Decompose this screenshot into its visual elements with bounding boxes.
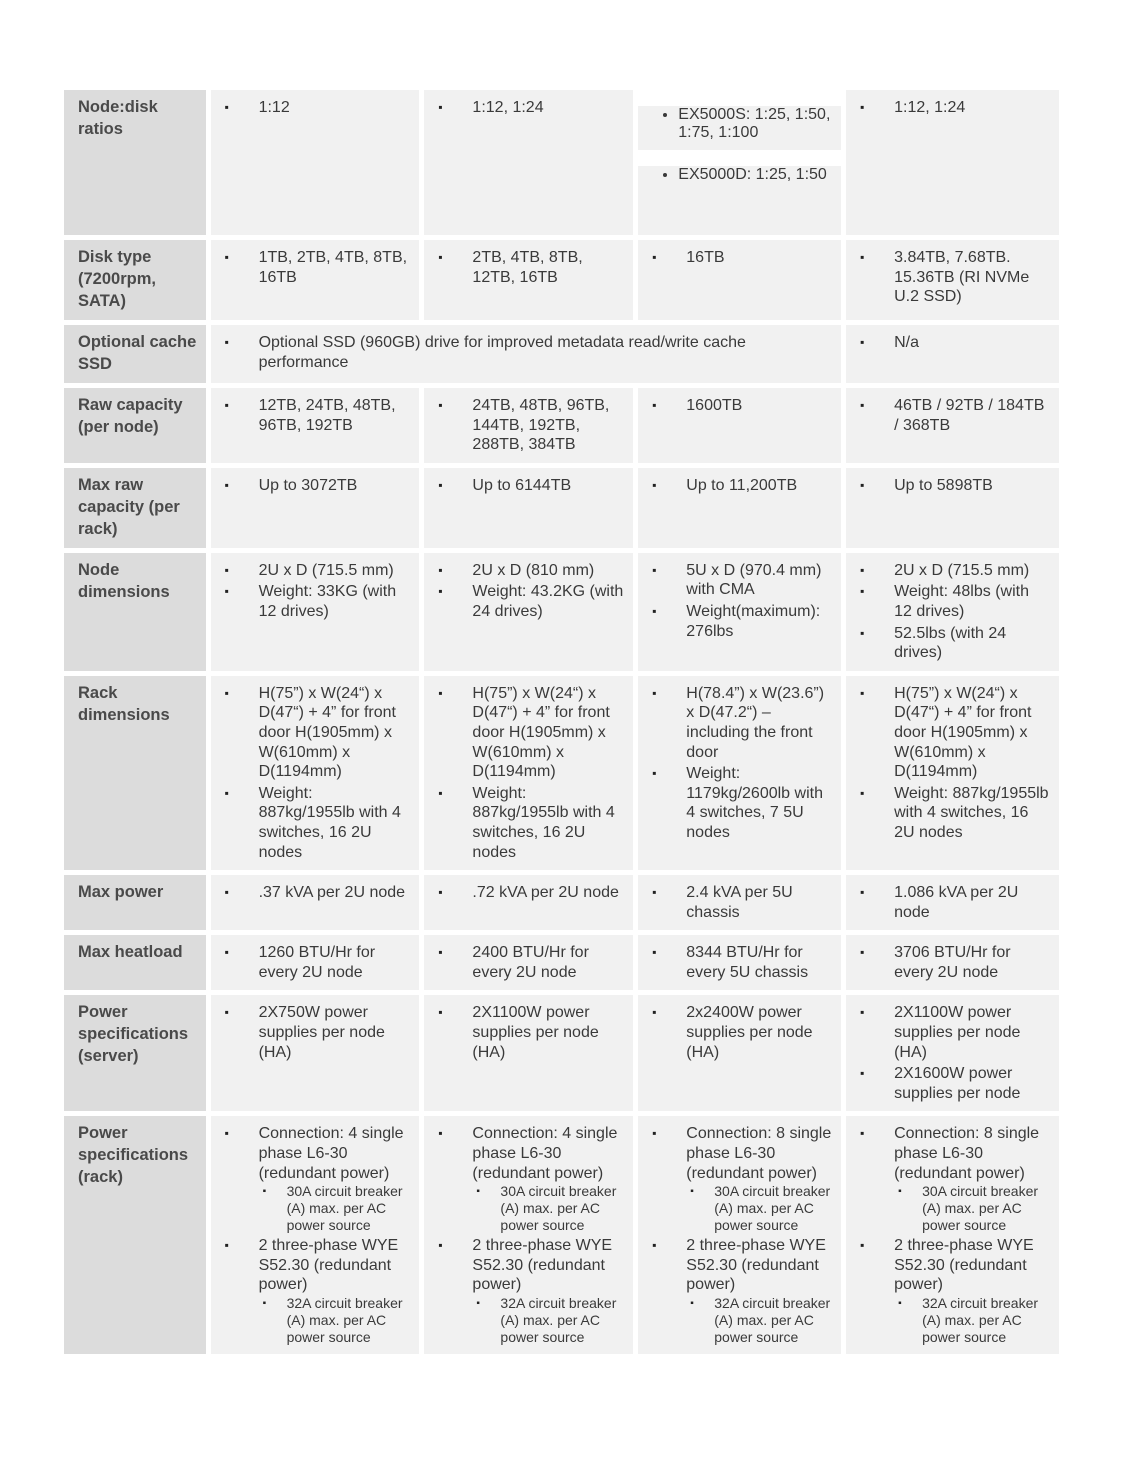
row-header — [64, 676, 206, 870]
bullet-item: ▪ Optional SSD (960GB) drive for improved metadata read/write cache performance — [211, 333, 834, 372]
spec-cell — [211, 875, 420, 930]
spec-cell — [424, 676, 633, 870]
spec-list — [424, 1116, 633, 1354]
bullet-text: 2 three-phase WYE S52.30 (redundant power) — [894, 1237, 1034, 1294]
spec-list — [424, 240, 633, 295]
bullet-item: • EX5000D: 1:25, 1:50 — [678, 166, 841, 184]
spec-list — [638, 468, 841, 504]
row-label: Rack dimensions — [78, 683, 170, 724]
spec-cell — [846, 388, 1059, 463]
bullet-item: ▪ Up to 3072TB — [211, 476, 412, 496]
row-header — [64, 388, 206, 463]
bullet-item: ▪ H(75”) x W(24“) x D(47“) + 4” for front door H(1905mm) x W(610mm) x D(1194mm) — [846, 684, 1051, 782]
split-part — [638, 166, 841, 235]
sub-bullet-item: ▪ 32A circuit breaker (A) max. per AC power source — [472, 1295, 625, 1346]
bullet-text: 2 three-phase WYE S52.30 (redundant power) — [472, 1237, 613, 1294]
row-header — [64, 325, 206, 383]
row-label: Max raw capacity (per rack) — [78, 475, 180, 538]
bullet-item — [211, 1236, 412, 1346]
bullet-item: ▪ 3.84TB, 7.68TB. 15.36TB (RI NVMe U.2 SSD) — [846, 248, 1051, 307]
spec-list — [211, 325, 842, 380]
bullet-text: Connection: 8 single phase L6-30 (redundant power) — [894, 1125, 1040, 1182]
spec-list — [211, 875, 420, 911]
sub-list — [259, 1295, 412, 1346]
split-part — [638, 106, 841, 150]
bullet-item: ▪ 1TB, 2TB, 4TB, 8TB, 16TB — [211, 248, 412, 287]
table-row — [64, 935, 1059, 990]
bullet-item: ▪ 2X750W power supplies per node (HA) — [211, 1003, 412, 1062]
bullet-text: Connection: 4 single phase L6-30 (redundant power) — [258, 1125, 404, 1182]
spec-list — [846, 1116, 1059, 1354]
spec-list — [211, 468, 420, 504]
row-label: Raw capacity (per node) — [78, 396, 183, 436]
spec-cell — [846, 935, 1059, 990]
bullet-item: ▪ Weight: 48lbs (with 12 drives) — [846, 582, 1051, 621]
table-row — [64, 240, 1059, 320]
spec-cell — [638, 995, 841, 1111]
spec-cell — [846, 468, 1059, 548]
spec-list — [638, 1116, 841, 1354]
row-label: Power specifications (rack) — [78, 1124, 189, 1187]
bullet-item: ▪ 2.4 kVA per 5U chassis — [638, 883, 833, 922]
spec-list — [638, 388, 841, 424]
sub-list — [894, 1183, 1051, 1234]
bullet-item: ▪ 3706 BTU/Hr for every 2U node — [846, 943, 1051, 982]
sub-bullet-item: ▪ 30A circuit breaker (A) max. per AC power source — [472, 1183, 625, 1234]
spec-table-body — [64, 90, 1059, 1354]
table-row — [64, 995, 1059, 1111]
spec-list — [211, 935, 420, 990]
bullet-item: ▪ 1.086 kVA per 2U node — [846, 883, 1051, 922]
bullet-item: ▪ 2X1100W power supplies per node (HA) — [424, 1003, 625, 1062]
bullet-item — [424, 1124, 625, 1234]
spec-cell — [424, 875, 633, 930]
spec-list — [638, 553, 841, 649]
spec-cell — [211, 468, 420, 548]
spec-cell — [424, 90, 633, 235]
bullet-item: ▪ 46TB / 92TB / 184TB / 368TB — [846, 396, 1051, 435]
bullet-item: ▪ N/a — [846, 333, 1051, 353]
bullet-item: ▪ 24TB, 48TB, 96TB, 144TB, 192TB, 288TB, 384TB — [424, 396, 625, 455]
bullet-text: 2 three-phase WYE S52.30 (redundant power) — [686, 1237, 826, 1294]
row-label: Power specifications (server) — [78, 1003, 189, 1066]
spec-cell — [846, 90, 1059, 235]
bullet-item: ▪ 1600TB — [638, 396, 833, 416]
spec-cell — [846, 676, 1059, 870]
spec-list — [846, 388, 1059, 443]
bullet-item: ▪ Weight: 887kg/1955lb with 4 switches, 16 2U nodes — [424, 784, 625, 862]
sub-list — [472, 1295, 625, 1346]
bullet-item: ▪ 2X1600W power supplies per node — [846, 1064, 1051, 1103]
bullet-item — [424, 1236, 625, 1346]
spec-list — [638, 676, 841, 851]
sub-list — [894, 1295, 1051, 1346]
bullet-item: ▪ Up to 6144TB — [424, 476, 625, 496]
bullet-item: ▪ 2X1100W power supplies per node (HA) — [846, 1003, 1051, 1062]
spec-cell — [846, 1116, 1059, 1354]
spec-cell — [424, 240, 633, 320]
spec-list — [846, 553, 1059, 671]
bullet-text: Connection: 4 single phase L6-30 (redundant power) — [472, 1125, 618, 1182]
spec-cell — [638, 388, 841, 463]
spec-list — [638, 935, 841, 990]
spec-list — [211, 90, 420, 126]
spec-cell — [424, 1116, 633, 1354]
sub-bullet-item: ▪ 32A circuit breaker (A) max. per AC power source — [686, 1295, 833, 1346]
sub-list — [686, 1295, 833, 1346]
spec-list — [211, 553, 420, 630]
spec-cell — [424, 935, 633, 990]
spec-cell — [846, 553, 1059, 671]
spec-list — [424, 553, 633, 630]
table-row — [64, 875, 1059, 930]
spec-list — [846, 676, 1059, 851]
bullet-item: ▪ 2TB, 4TB, 8TB, 12TB, 16TB — [424, 248, 625, 287]
bullet-item: ▪ 1:12, 1:24 — [424, 98, 625, 118]
spec-cell — [424, 468, 633, 548]
table-row — [64, 468, 1059, 548]
spec-cell — [638, 553, 841, 671]
bullet-item: ▪ Weight(maximum): 276lbs — [638, 602, 833, 641]
bullet-item: ▪ 1:12 — [211, 98, 412, 118]
spec-list — [211, 995, 420, 1070]
spec-cell — [211, 240, 420, 320]
bullet-item: ▪ Weight: 887kg/1955lb with 4 switches, 16 2U nodes — [211, 784, 412, 862]
row-label: Node:disk ratios — [78, 98, 158, 138]
row-header — [64, 935, 206, 990]
sub-list — [686, 1183, 833, 1234]
spec-list — [846, 90, 1059, 126]
spec-list — [846, 935, 1059, 990]
spec-list — [846, 995, 1059, 1111]
row-header — [64, 553, 206, 671]
spec-list — [638, 995, 841, 1070]
bullet-item: ▪ 1260 BTU/Hr for every 2U node — [211, 943, 412, 982]
table-row — [64, 676, 1059, 870]
bullet-item: ▪ 2400 BTU/Hr for every 2U node — [424, 943, 625, 982]
bullet-text: 2 three-phase WYE S52.30 (redundant power) — [258, 1237, 399, 1294]
spec-cell — [638, 468, 841, 548]
spec-list — [424, 676, 633, 870]
spec-cell — [211, 388, 420, 463]
sub-bullet-item: ▪ 32A circuit breaker (A) max. per AC power source — [259, 1295, 412, 1346]
spec-cell — [638, 935, 841, 990]
spec-list — [638, 166, 841, 192]
bullet-item: ▪ 2x2400W power supplies per node (HA) — [638, 1003, 833, 1062]
spec-cell-split — [638, 90, 841, 235]
bullet-item — [638, 1124, 833, 1234]
bullet-item: ▪ H(75”) x W(24“) x D(47“) + 4” for front door H(1905mm) x W(610mm) x D(1194mm) — [424, 684, 625, 782]
row-header — [64, 90, 206, 235]
spec-list — [424, 388, 633, 463]
bullet-item — [846, 1236, 1051, 1346]
bullet-item: ▪ 2U x D (715.5 mm) — [846, 561, 1051, 581]
sub-bullet-item: ▪ 32A circuit breaker (A) max. per AC power source — [894, 1295, 1051, 1346]
row-header — [64, 995, 206, 1111]
spec-cell — [846, 240, 1059, 320]
row-label: Optional cache SSD — [78, 333, 197, 373]
bullet-item: ▪ 52.5lbs (with 24 drives) — [846, 624, 1051, 663]
spec-cell — [211, 90, 420, 235]
spec-cell — [211, 935, 420, 990]
spec-list — [424, 995, 633, 1070]
spec-list — [846, 468, 1059, 504]
bullet-item: ▪ Weight: 1179kg/2600lb with 4 switches, 7 5U nodes — [638, 764, 833, 842]
spec-list — [211, 676, 420, 870]
spec-list — [424, 875, 633, 911]
spec-cell — [424, 553, 633, 671]
bullet-item: ▪ Weight: 43.2KG (with 24 drives) — [424, 582, 625, 621]
spec-table — [59, 85, 1064, 1359]
spec-list — [424, 90, 633, 126]
spec-list — [211, 388, 420, 443]
bullet-item: ▪ 1:12, 1:24 — [846, 98, 1051, 118]
bullet-item: ▪ H(75”) x W(24“) x D(47“) + 4” for front door H(1905mm) x W(610mm) x D(1194mm) — [211, 684, 412, 782]
bullet-item: ▪ Weight: 33KG (with 12 drives) — [211, 582, 412, 621]
spec-list — [846, 240, 1059, 315]
bullet-item: ▪ 5U x D (970.4 mm) with CMA — [638, 561, 833, 600]
table-row — [64, 325, 1059, 383]
spec-cell — [211, 1116, 420, 1354]
table-row — [64, 553, 1059, 671]
spec-list — [638, 240, 841, 276]
bullet-item: ▪ 16TB — [638, 248, 833, 268]
spec-list — [638, 106, 841, 150]
bullet-item: ▪ Up to 11,200TB — [638, 476, 833, 496]
spec-list — [846, 875, 1059, 930]
row-label: Disk type (7200rpm, SATA) — [78, 248, 156, 310]
spec-cell — [424, 388, 633, 463]
spec-cell — [211, 995, 420, 1111]
bullet-item — [211, 1124, 412, 1234]
sub-bullet-item: ▪ 30A circuit breaker (A) max. per AC power source — [894, 1183, 1051, 1234]
bullet-item: ▪ Weight: 887kg/1955lb with 4 switches, 16 2U nodes — [846, 784, 1051, 843]
sub-bullet-item: ▪ 30A circuit breaker (A) max. per AC power source — [259, 1183, 412, 1234]
bullet-item: ▪ Up to 5898TB — [846, 476, 1051, 496]
bullet-item: ▪ 2U x D (810 mm) — [424, 561, 625, 581]
bullet-item: ▪ 8344 BTU/Hr for every 5U chassis — [638, 943, 833, 982]
table-row — [64, 1116, 1059, 1354]
spec-list — [424, 468, 633, 504]
row-label: Node dimensions — [78, 560, 170, 601]
table-row — [64, 90, 1059, 235]
sub-list — [259, 1183, 412, 1234]
sub-bullet-item: ▪ 30A circuit breaker (A) max. per AC power source — [686, 1183, 833, 1234]
bullet-item: ▪ .72 kVA per 2U node — [424, 883, 625, 903]
bullet-item — [846, 1124, 1051, 1234]
bullet-text: Connection: 8 single phase L6-30 (redundant power) — [686, 1125, 832, 1182]
spec-cell — [638, 240, 841, 320]
row-label: Max heatload — [78, 943, 183, 962]
spec-cell — [211, 676, 420, 870]
bullet-item — [638, 1236, 833, 1346]
spec-cell — [638, 875, 841, 930]
row-header — [64, 468, 206, 548]
spec-list — [211, 1116, 420, 1354]
bullet-item: ▪ 12TB, 24TB, 48TB, 96TB, 192TB — [211, 396, 412, 435]
row-label: Max power — [78, 883, 164, 902]
bullet-item: • EX5000S: 1:25, 1:50, 1:75, 1:100 — [678, 106, 841, 142]
table-row — [64, 388, 1059, 463]
spec-list — [638, 875, 841, 930]
sub-list — [472, 1183, 625, 1234]
row-header — [64, 240, 206, 320]
spec-cell — [846, 995, 1059, 1111]
spec-list — [424, 935, 633, 990]
spec-list — [211, 240, 420, 295]
row-header — [64, 1116, 206, 1354]
spec-cell — [211, 553, 420, 671]
bullet-item: ▪ .37 kVA per 2U node — [211, 883, 412, 903]
row-header — [64, 875, 206, 930]
spec-cell — [638, 1116, 841, 1354]
spec-cell — [424, 995, 633, 1111]
spec-cell — [846, 325, 1059, 383]
spec-cell — [638, 676, 841, 870]
spec-cell — [846, 875, 1059, 930]
spec-list — [846, 325, 1059, 361]
bullet-item: ▪ H(78.4”) x W(23.6”) x D(47.2“) – including the front door — [638, 684, 833, 762]
bullet-item: ▪ 2U x D (715.5 mm) — [211, 561, 412, 581]
spec-cell-merged — [211, 325, 842, 383]
